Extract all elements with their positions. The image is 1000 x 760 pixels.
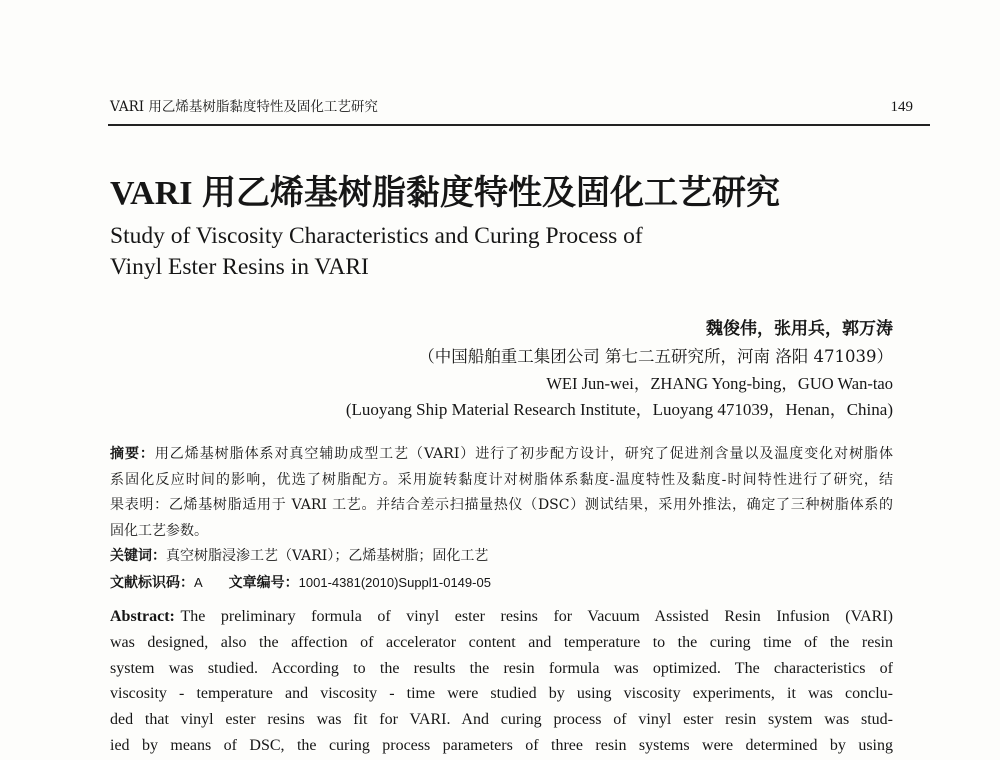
doc-code-label: 文献标识码： <box>110 574 194 591</box>
affiliation-zh: （中国船舶重工集团公司 第七二五研究所，河南 洛阳 471039） <box>418 347 893 366</box>
abstract-zh-text: 用乙烯基树脂体系对真空辅助成型工艺（VARI）进行了初步配方设计，研究了促进剂含量以及温度变化对树脂体 <box>154 446 893 462</box>
english-title-line-1: Study of Viscosity Characteristics and Curing Process of <box>110 223 643 249</box>
keywords-label: 关键词： <box>110 548 166 564</box>
abstract-en-text: The preliminary formula of vinyl ester resins for Vacuum Assisted Resin Infusion (VARI) <box>180 608 893 625</box>
doc-info-line <box>110 570 893 596</box>
paper-title-prefix: VARI <box>110 175 193 212</box>
running-title: VARI 用乙烯基树脂黏度特性及固化工艺研究 <box>110 99 378 115</box>
abstract-en-line: was designed, also the affection of accelerator content and temperature to the curing time of the resin <box>110 633 893 651</box>
article-no-label: 文章编号： <box>228 574 299 591</box>
author-names-zh: 魏俊伟，张用兵，郭万涛 <box>706 319 893 339</box>
abstract-en-line: system was studied. According to the results the resin formula was optimized. The characteristics of <box>110 659 893 677</box>
keywords-line <box>110 544 893 570</box>
article-no-value: 1001-4381(2010)Suppl1-0149-05 <box>298 574 491 590</box>
abstract-zh <box>110 442 893 595</box>
abstract-en-line: ded that vinyl ester resins was fit for VARI. And curing process of vinyl ester resin system was stud- <box>110 711 893 729</box>
abstract-en-line: ied by means of DSC, the curing process parameters of three resin systems were determined by using <box>110 736 893 754</box>
abstract-en <box>110 604 893 759</box>
keywords-text: 真空树脂浸渗工艺（VARI）；乙烯基树脂；固化工艺 <box>166 548 489 564</box>
english-title-line-2: Vinyl Ester Resins in VARI <box>110 254 369 280</box>
paper-title-main: 用乙烯基树脂黏度特性及固化工艺研究 <box>202 173 781 213</box>
abstract-en-line <box>110 604 893 630</box>
page-number: 149 <box>890 99 913 115</box>
affiliation-en: (Luoyang Ship Material Research Institute，Luoyang 471039，Henan，China) <box>345 400 893 419</box>
abstract-en-label: Abstract: <box>110 608 175 625</box>
paper-title <box>110 173 780 214</box>
author-names-en: WEI Jun-wei，ZHANG Yong-bing，GUO Wan-tao <box>546 374 893 393</box>
abstract-zh-line: 固化工艺参数。 <box>110 522 208 539</box>
abstract-zh-line <box>110 442 893 468</box>
abstract-en-line: viscosity - temperature and viscosity - time were studied by using viscosity experiments, it was conclu- <box>110 685 893 703</box>
abstract-zh-label: 摘要： <box>110 446 155 462</box>
abstract-zh-line: 果表明：乙烯基树脂适用于 VARI 工艺。并结合差示扫描量热仪（DSC）测试结果，采用外推法，确定了三种树脂体系的 <box>110 497 893 513</box>
header-rule <box>108 124 930 126</box>
doc-code-value: A <box>194 574 203 590</box>
abstract-zh-line: 系固化反应时间的影响，优选了树脂配方。采用旋转黏度计对树脂体系黏度-温度特性及黏度-时间特性进行了研究，结 <box>110 471 893 488</box>
